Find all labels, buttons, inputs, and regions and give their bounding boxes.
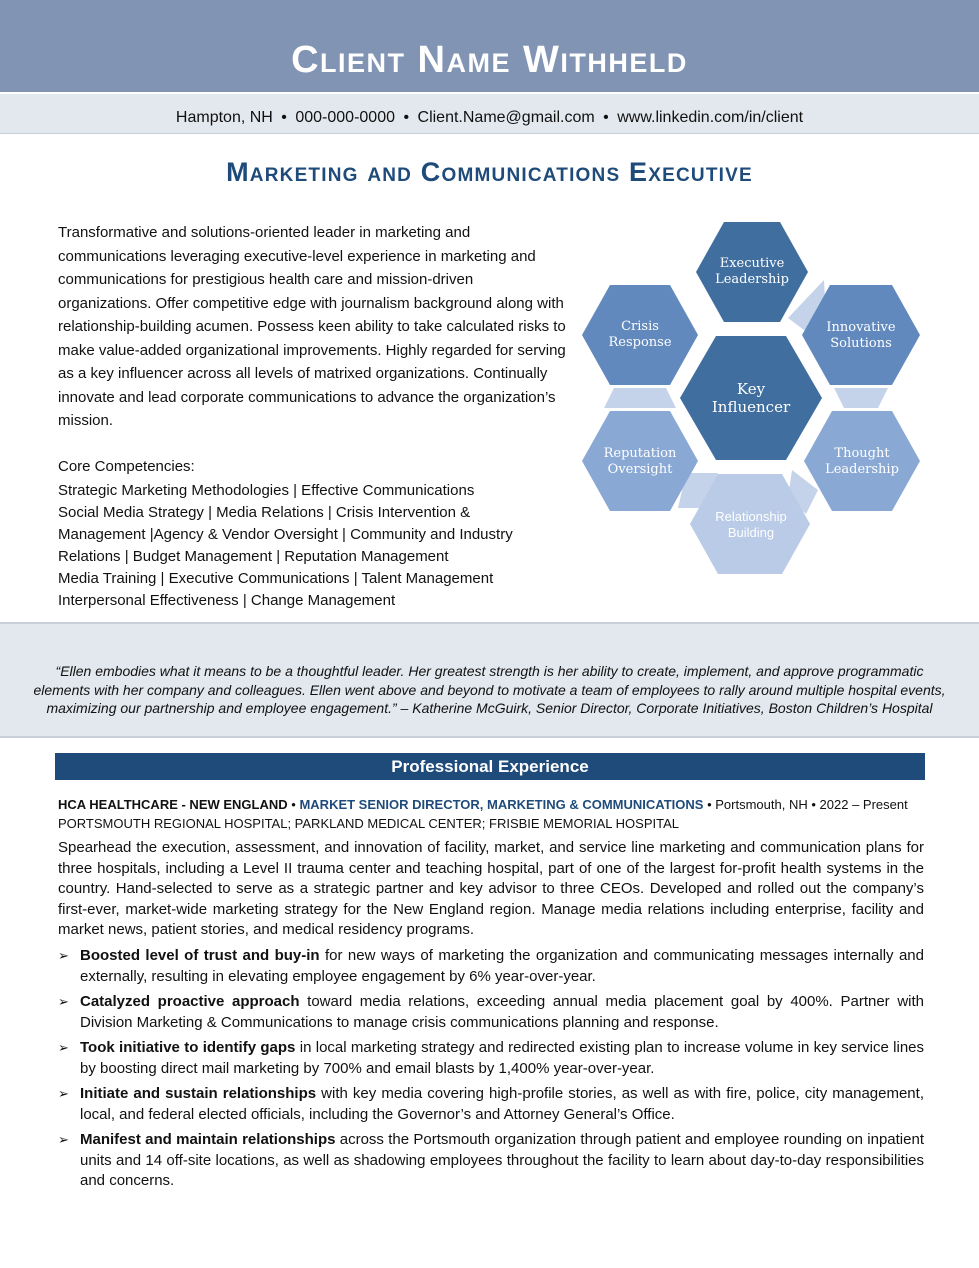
list-item: ➢ Took initiative to identify gaps in local marketing strategy and redirected existing plan to increase volume in key service lines by boosting direct mail marketing by 700% and email blasts by 1,400% year-over-year. [58,1039,925,1077]
hex-connector [604,388,676,408]
list-item: ➢ Manifest and maintain relationships across the Portsmouth organization through patient and employee rounding on inpatient units and 14 off-site locations, as well as shadowing employees throughout the facility to learn about day-to-day responsibilities and concerns. [58,1131,924,1189]
job-dates: 2022 – Present [819,797,908,812]
competencies-line: Media Training | Executive Communications | Talent Management [58,570,494,587]
hex-label-upper-right: Innovative Solutions [826,320,896,351]
hexagon-diagram [578,218,924,580]
arrow-bullet-icon: ➢ [58,1132,69,1147]
list-item: ➢ Catalyzed proactive approach toward media relations, exceeding annual media placement goal by 400%. Partner with Division Marketing & Communications to manage crisis communications planning and response. [58,993,924,1031]
contact-separator: • [403,109,410,126]
client-name: Client Name Withheld [291,39,688,81]
contact-separator: • [603,109,609,126]
contact-email[interactable]: Client.Name@gmail.com [417,109,595,126]
job-title-line [58,795,924,814]
header-banner [0,0,979,92]
job-separator: • [291,797,296,812]
hex-label-lower-right: Thought Leadership [825,446,899,477]
competencies-heading: Core Competencies: [58,458,195,475]
list-item: ➢ Initiate and sustain relationships with key media covering high-profile stories, as well as with fire, police, city management, local, and federal elected officials, including the Governor’s and Attorney General’s Office. [58,1085,924,1123]
list-item: ➢ Boosted level of trust and buy-in for new ways of marketing the organization and communicating messages internally and externally, resulting in elevating employee engagement by 6% year-over-year. [58,947,924,985]
contact-linkedin[interactable]: www.linkedin.com/in/client [617,109,804,126]
job-description: Spearhead the execution, assessment, and innovation of facility, market, and service line marketing and communication plans for three hospitals, including a Level II trauma center and teaching hospital, part of one of the largest for-profit health systems in the country. Hand-selected to serve as a strategic partner and key advisor to three CEOs. Developed and rolled out the company’s first-ever, market-wide marketing strategy for the New England region. Manage media relations including enterprise, facility and market news, patient stories, and medical residency programs. [58,839,924,938]
arrow-bullet-icon: ➢ [58,948,69,963]
competencies-line: Interpersonal Effectiveness | Change Management [58,592,396,609]
hex-label-lower-left: Reputation Oversight [603,446,677,477]
testimonial-quote: “Ellen embodies what it means to be a thoughtful leader. Her greatest strength is her ability to create, implement, and approve programmatic elements with her company and colleagues. Ellen went above and beyond to motivate a team of employees to rally around multiple hospital events, maximizing our partnership and employee engagement.” – Katherine McGuirk, Senior Director, Corporate Initiatives, Boston Children’s Hospital [33,663,946,716]
job-separator: • [707,797,712,812]
section-heading-experience: Professional Experience [55,753,925,780]
arrow-bullet-icon: ➢ [58,994,69,1009]
achievement-list [58,946,924,1197]
contact-separator: • [281,109,287,126]
hex-label-upper-left: Crisis Response [608,319,672,350]
competencies-line: Social Media Strategy | Media Relations | Crisis Intervention & Management |Agency & Vendor Oversight | Community and Industry Relations | Budget Management | Reputation Management [58,504,513,565]
hex-label-bottom: Relationship Building [715,509,787,540]
job-location: Portsmouth, NH [715,797,808,812]
summary-paragraph: Transformative and solutions-oriented leader in marketing and communications leveraging executive-level experience in marketing and communications for prestigious health care and mission-driven organizations. Offer competitive edge with journalism background along with relationship-building acumen. Possess keen ability to take calculated risks to make value-added organizational improvements. Highly regarded for serving as a key influencer across all levels of matrixed organizations. Continually innovate and lead corporate communications to advance the organization’s mission. [58,224,566,429]
hex-connector [834,388,888,408]
job-separator: • [811,797,816,812]
professional-title: Marketing and Communications Executive [226,157,753,187]
contact-location: Hampton, NH [175,109,273,126]
arrow-bullet-icon: ➢ [58,1040,69,1055]
job-company: HCA HEALTHCARE - NEW ENGLAND [58,797,288,812]
hex-label-center: Key Influencer [711,380,791,416]
hex-label-top: Executive Leadership [715,256,789,287]
job-header [58,795,924,833]
job-hospitals: PORTSMOUTH REGIONAL HOSPITAL; PARKLAND MEDICAL CENTER; FRISBIE MEMORIAL HOSPITAL [58,816,679,831]
job-role: MARKET SENIOR DIRECTOR, MARKETING & COMMUNICATIONS [299,797,704,812]
contact-phone[interactable]: 000-000-0000 [295,109,395,126]
core-competencies [58,456,558,612]
competencies-line: Strategic Marketing Methodologies | Effective Communications [58,482,475,499]
arrow-bullet-icon: ➢ [58,1086,69,1101]
contact-bar [0,94,979,134]
